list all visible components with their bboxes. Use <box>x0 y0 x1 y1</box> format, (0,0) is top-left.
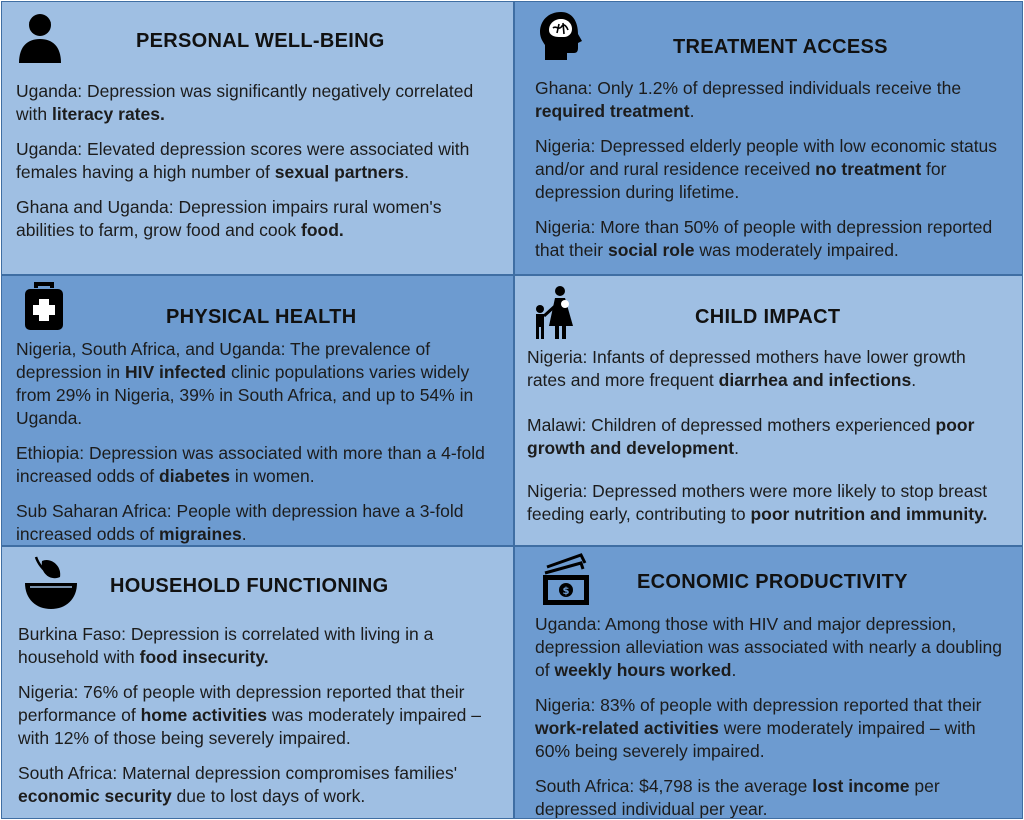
panel-title: PERSONAL WELL-BEING <box>136 30 385 52</box>
panel-physical-health <box>1 275 514 546</box>
list-item: Malawi: Children of depressed mothers experienced poor growth and development. <box>527 415 975 458</box>
item-list <box>535 77 1008 274</box>
list-item: Ghana: Only 1.2% of depressed individuals receive the required treatment. <box>535 78 962 121</box>
panel-treatment-access <box>514 1 1023 275</box>
list-item: South Africa: Maternal depression compromises families' economic security due to lost days of work. <box>18 763 458 806</box>
svg-text:$: $ <box>562 586 570 597</box>
list-item: Sub Saharan Africa: People with depression have a 3-fold increased odds of migraines. <box>16 501 464 544</box>
panel-child-impact <box>514 275 1023 546</box>
panel-title: TREATMENT ACCESS <box>673 36 888 58</box>
list-item: Ethiopia: Depression was associated with more than a 4-fold increased odds of diabetes in women. <box>16 443 485 486</box>
item-list <box>18 623 499 819</box>
list-item: Nigeria: Infants of depressed mothers have lower growth rates and more frequent diarrhea and infections. <box>527 347 966 390</box>
list-item: Nigeria, South Africa, and Uganda: The prevalence of depression in HIV infected clinic populations varies widely from 29% in Nigeria, 39% in South Africa, and up to 54% in Uganda. <box>16 339 474 428</box>
panel-title: CHILD IMPACT <box>695 306 841 328</box>
item-list <box>16 80 499 254</box>
item-list <box>535 613 1008 819</box>
panel-household-functioning <box>1 546 514 819</box>
panel-personal-well-being <box>1 1 514 275</box>
list-item: Uganda: Among those with HIV and major depression, depression alleviation was associated with nearly a doubling of weekly hours worked. <box>535 614 1002 680</box>
item-list <box>16 338 499 546</box>
list-item: Nigeria: Depressed mothers were more likely to stop breast feeding early, contributing to poor nutrition and immunity. <box>527 481 988 524</box>
food-bowl-icon <box>22 555 80 611</box>
panel-economic-productivity <box>514 546 1023 819</box>
person-icon <box>14 8 66 64</box>
list-item: South Africa: $4,798 is the average lost income per depressed individual per year. <box>535 776 940 819</box>
brain-head-icon <box>537 10 585 62</box>
panel-title: PHYSICAL HEALTH <box>166 306 357 328</box>
money-icon <box>541 553 591 607</box>
list-item: Nigeria: 76% of people with depression reported that their performance of home activities was moderately impaired – with 12% of those being severely impaired. <box>18 682 481 748</box>
list-item: Uganda: Elevated depression scores were associated with females having a high number of sexual partners. <box>16 139 470 182</box>
panel-title: ECONOMIC PRODUCTIVITY <box>637 571 908 593</box>
list-item: Nigeria: 83% of people with depression reported that their work-related activities were moderately impaired – with 60% being severely impaired. <box>535 695 982 761</box>
list-item: Nigeria: Depressed elderly people with low economic status and/or and rural residence received no treatment for depression during lifetime. <box>535 136 998 202</box>
list-item: Burkina Faso: Depression is correlated with living in a household with food insecurity. <box>18 624 434 667</box>
panel-title: HOUSEHOLD FUNCTIONING <box>110 575 389 597</box>
list-item: Uganda: Depression was significantly negatively correlated with literacy rates. <box>16 81 474 124</box>
item-list <box>527 346 1008 538</box>
list-item: Ghana and Uganda: Depression impairs rural women's abilities to farm, grow food and cook food. <box>16 197 442 240</box>
mother-child-icon <box>527 284 577 340</box>
medical-kit-icon <box>22 282 66 332</box>
list-item: Nigeria: More than 50% of people with depression reported that their social role was moderately impaired. <box>535 217 993 260</box>
